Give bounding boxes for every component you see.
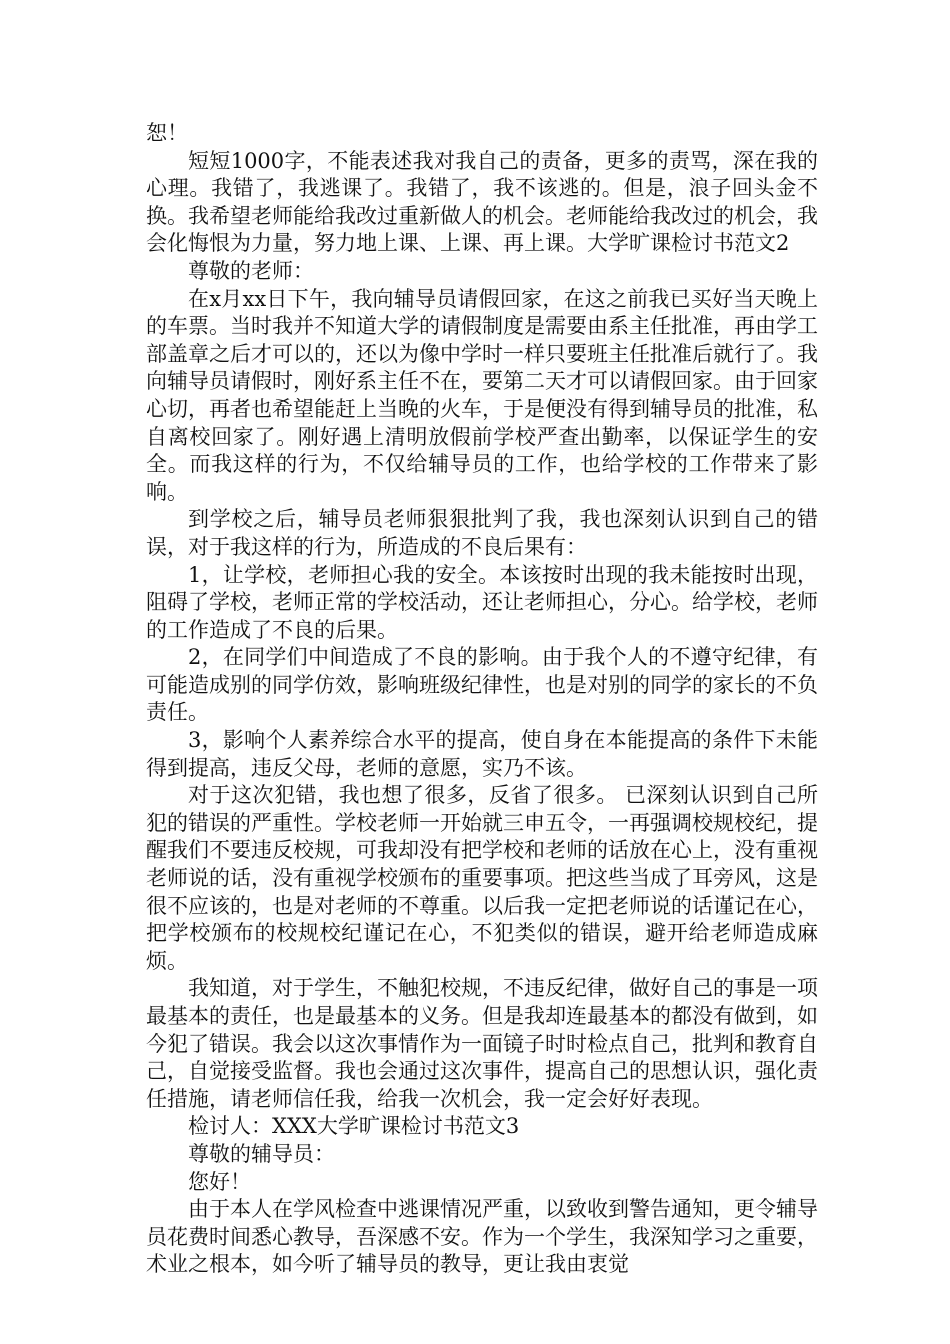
paragraph: 由于本人在学风检查中逃课情况严重，以致收到警告通知，更令辅导员花费时间悉心教导，吾深感不安。作为一个学生，我深知学习之重要，术业之根本，如今听了辅导员的教导，更让我由衷觉	[146, 1197, 818, 1277]
greeting: 您好！	[188, 1169, 251, 1194]
list-item: 1，让学校，老师担心我的安全。本该按时出现的我未能按时出现，阻碍了学校，老师正常的学校活动，还让老师担心，分心。给学校，老师的工作造成了不良的后果。	[146, 562, 818, 642]
paragraph: 对于这次犯错，我也想了很多，反省了很多。 已深刻认识到自己所犯的错误的严重性。学校老师一开始就三申五令，一再强调校规校纪，提醒我们不要违反校规，可我却没有把学校和老师的话放在心上，没有重视老师说的话，没有重视学校颁布的重要事项。把这些当成了耳旁风，这是很不应该的，也是对老师的不尊重。以后我一定把老师说的话谨记在心，把学校颁布的校规校纪谨记在心，不犯类似的错误，避开给老师造成麻烦。	[146, 783, 818, 973]
paragraph: 我知道，对于学生，不触犯校规，不违反纪律，做好自己的事是一项最基本的责任，也是最基本的义务。但是我却连最基本的都没有做到，如今犯了错误。我会以这次事情作为一面镜子时时检点自己，批判和教育自己，自觉接受监督。我也会通过这次事件，提高自己的思想认识，强化责任措施，请老师信任我，给我一次机会，我一定会好好表现。	[146, 976, 818, 1111]
list-item: 3，影响个人素养综合水平的提高，使自身在本能提高的条件下未能得到提高，违反父母，老师的意愿，实乃不该。	[146, 728, 818, 780]
paragraph: 恕！	[146, 121, 188, 145]
paragraph: 到学校之后，辅导员老师狠狠批判了我，我也深刻认识到自己的错误，对于我这样的行为，所造成的不良后果有：	[146, 507, 818, 559]
signature-line: 检讨人：XXX大学旷课检讨书范文3	[188, 1114, 520, 1139]
list-item: 2，在同学们中间造成了不良的影响。由于我个人的不遵守纪律，有可能造成别的同学仿效，影响班级纪律性，也是对别的同学的家长的不负责任。	[146, 645, 818, 725]
document-body	[146, 120, 818, 1279]
salutation: 尊敬的辅导员：	[188, 1141, 335, 1166]
paragraph: 在x月xx日下午，我向辅导员请假回家，在这之前我已买好当天晚上的车票。当时我并不知道大学的请假制度是需要由系主任批准，再由学工部盖章之后才可以的，还以为像中学时一样只要班主任批准后就行了。我向辅导员请假时，刚好系主任不在，要第二天才可以请假回家。由于回家心切，再者也希望能赶上当晚的火车，于是便没有得到辅导员的批准，私自离校回家了。刚好遇上清明放假前学校严查出勤率，以保证学生的安全。而我这样的行为，不仅给辅导员的工作，也给学校的工作带来了影响。	[146, 286, 818, 504]
salutation: 尊敬的老师：	[188, 258, 314, 283]
paragraph: 短短1000字，不能表述我对我自己的责备，更多的责骂，深在我的心理。我错了，我逃课了。我错了，我不该逃的。但是，浪子回头金不换。我希望老师能给我改过重新做人的机会。老师能给我改过的机会，我会化悔恨为力量，努力地上课、上课、再上课。大学旷课检讨书范文2	[146, 148, 818, 256]
